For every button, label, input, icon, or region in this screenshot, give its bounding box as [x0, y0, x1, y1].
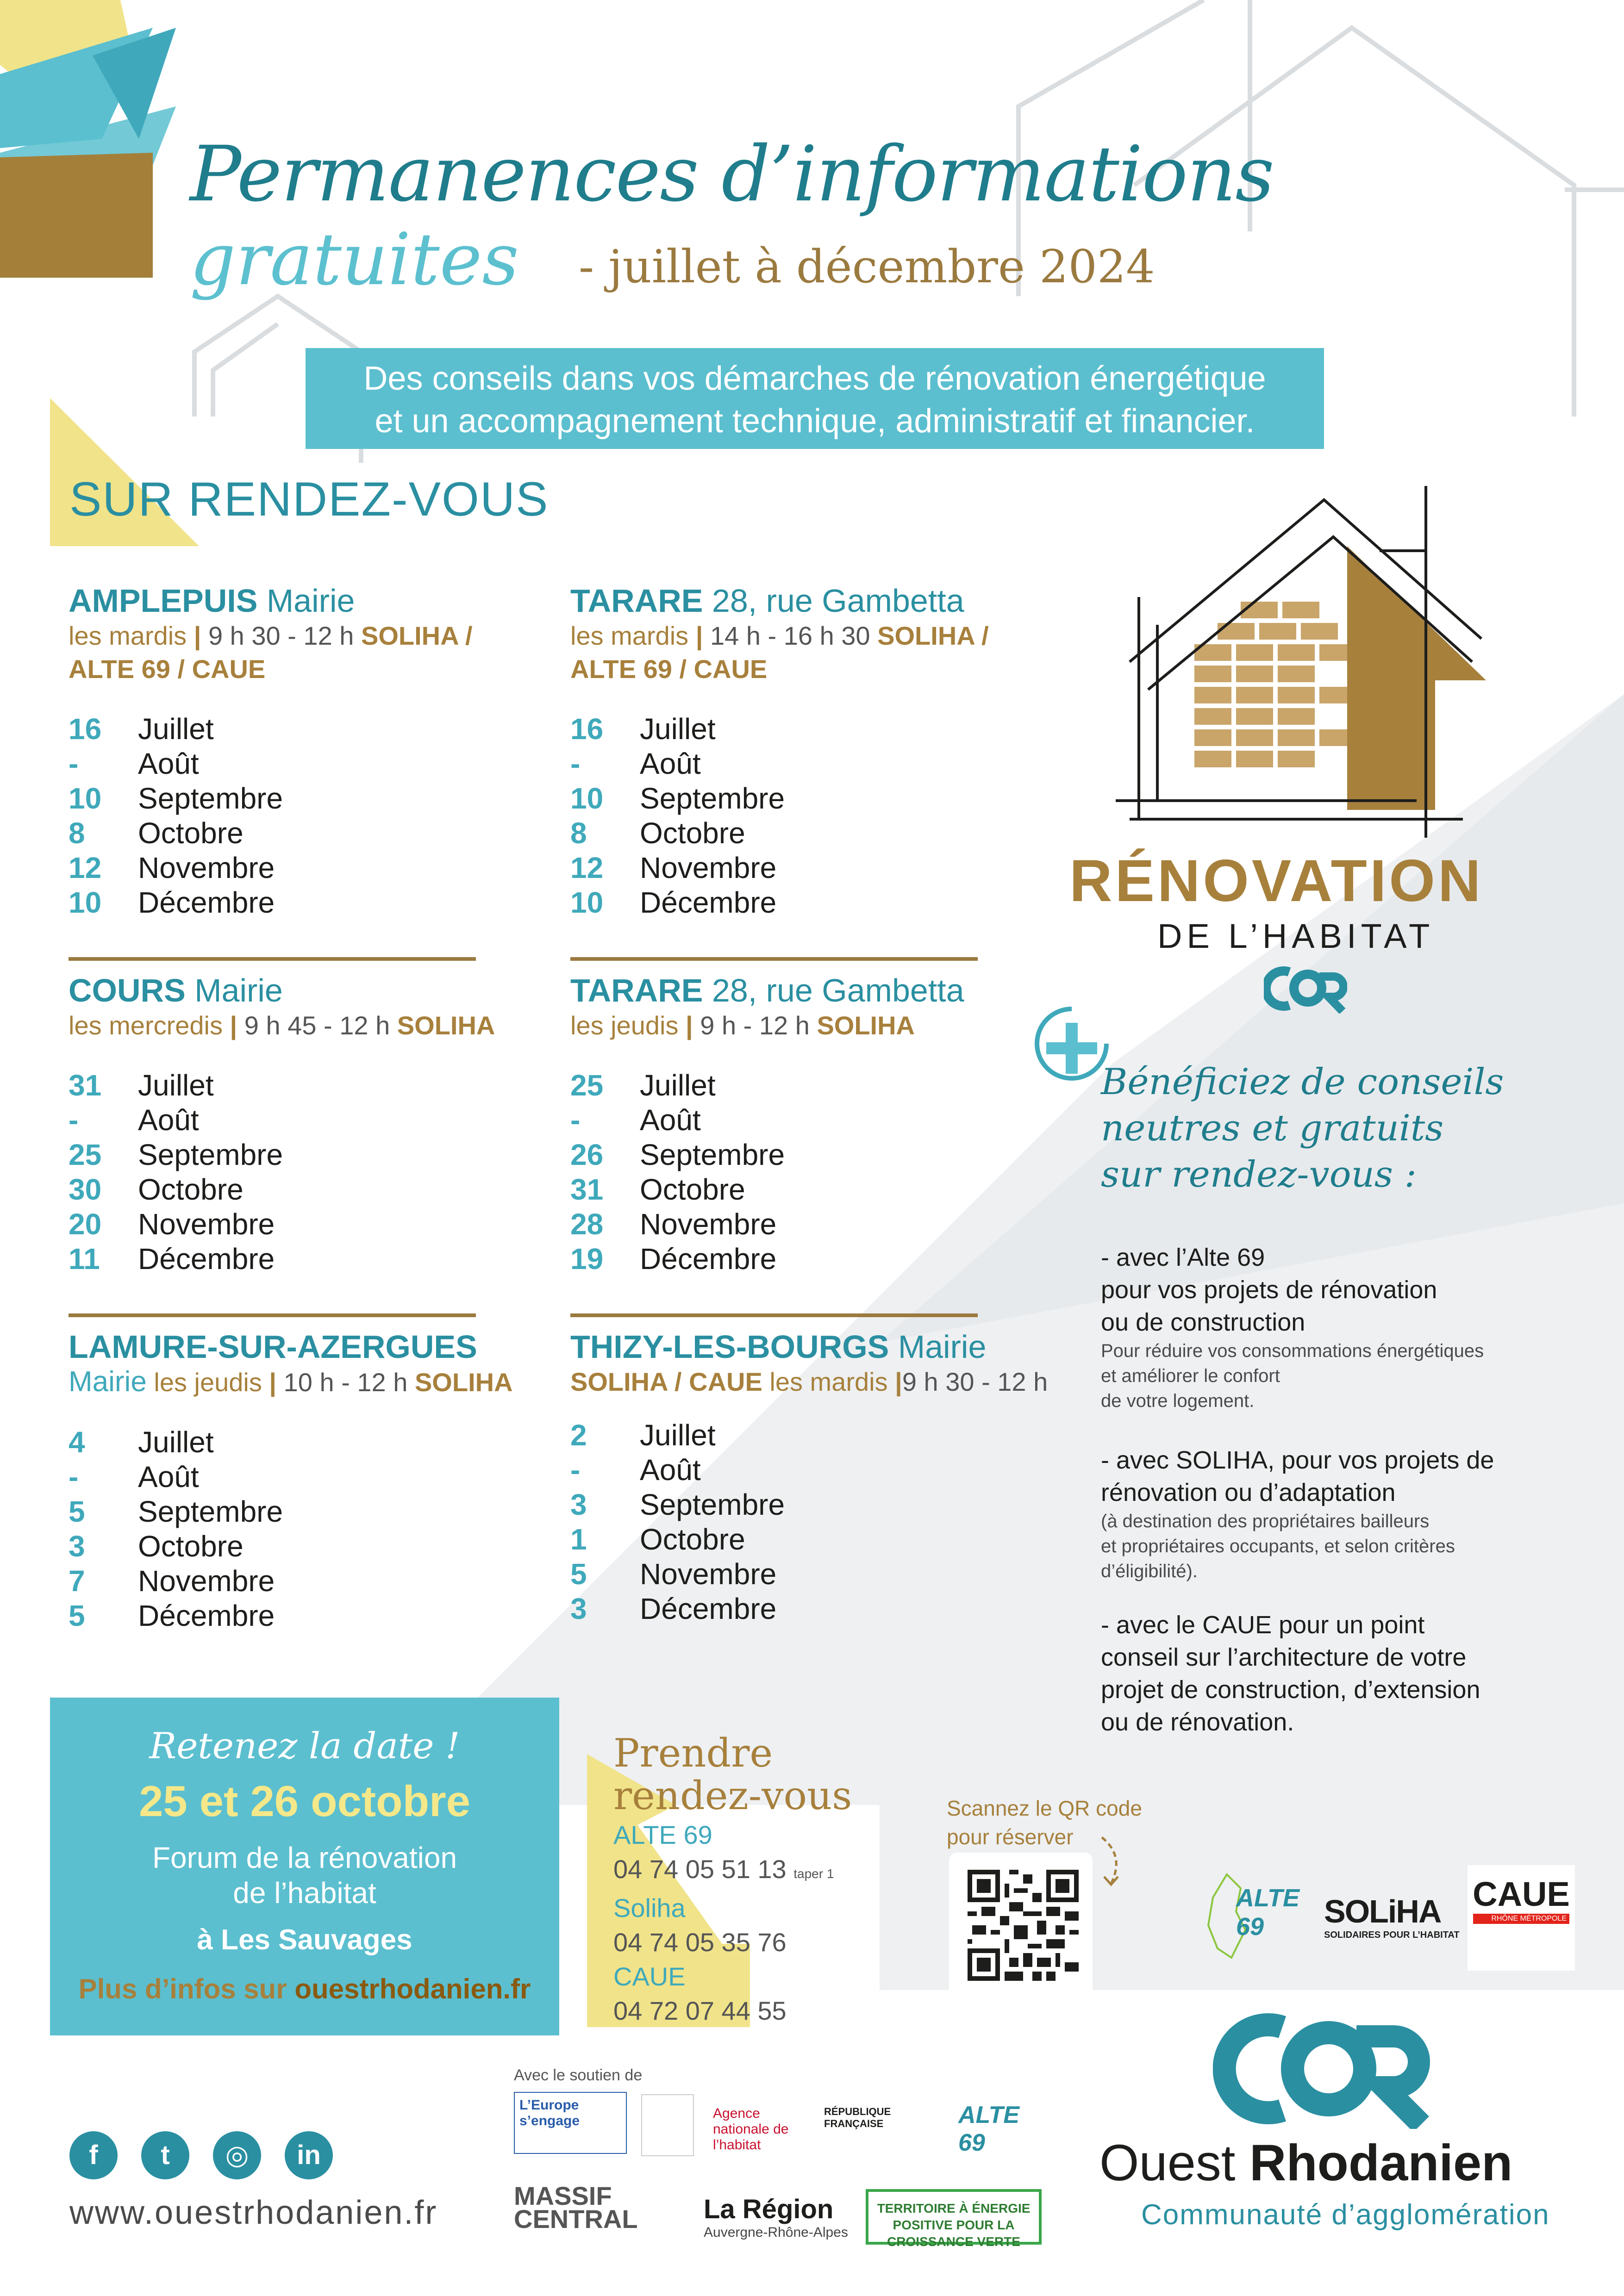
separator	[570, 1313, 978, 1317]
anah-text: Agence nationale de l’habitat	[713, 2106, 789, 2153]
date-month: Décembre	[138, 886, 275, 919]
subtitle-line-2: et un accompagnement technique, administratif et financier.	[375, 403, 1255, 440]
date-month: Octobre	[640, 816, 745, 850]
benefits-line-2: neutres et gratuits	[1101, 1108, 1444, 1149]
venue-name: TARARE	[570, 583, 703, 619]
date-row	[570, 1138, 1056, 1172]
venue-location: Mairie	[194, 972, 283, 1008]
date-day: 8	[570, 816, 587, 850]
venue-days: les mardis	[570, 621, 689, 650]
date-day: -	[69, 1103, 79, 1137]
benefits-line-3: sur rendez-vous :	[1101, 1154, 1417, 1195]
venue-dates	[69, 1068, 555, 1276]
venue-orgs: SOLIHA	[817, 1011, 915, 1040]
europe-text: L’Europe s’engage	[519, 2097, 580, 2128]
region-logo	[667, 2194, 852, 2240]
date-row	[570, 747, 1056, 781]
renovation-title: RÉNOVATION	[1069, 848, 1484, 914]
contact-alte-phone[interactable]: 04 74 05 51 13	[613, 1854, 787, 1884]
date-row	[69, 712, 555, 747]
soliha-text: SOLiHA	[1324, 1893, 1441, 1929]
date-month: Août	[138, 747, 199, 780]
date-month: Octobre	[138, 1530, 244, 1563]
date-month: Novembre	[640, 851, 777, 884]
info-alte	[1101, 1241, 1564, 1413]
venue-title	[69, 973, 555, 1008]
info-note: et améliorer le confort	[1101, 1366, 1280, 1386]
venue-location: 28, rue Gambetta	[712, 583, 964, 619]
support-label: Avec le soutien de	[514, 2066, 643, 2084]
date-row	[570, 1522, 1056, 1557]
anah-logo	[713, 2106, 792, 2153]
date-row	[570, 1557, 1056, 1592]
date-row	[570, 1487, 1056, 1522]
cor-name-bold: Rhodanien	[1249, 2134, 1513, 2191]
cor-small-logo-icon	[1264, 963, 1347, 1014]
date-row	[570, 781, 1056, 816]
venue-tarare-jeudis	[570, 973, 1056, 1276]
date-day: 5	[69, 1495, 85, 1528]
venue-days: les mardis	[69, 621, 187, 650]
renovation-house-icon	[1102, 486, 1491, 838]
alte69-small-logo	[931, 2092, 1042, 2156]
venue-name: AMPLEPUIS	[69, 583, 258, 619]
date-day: -	[570, 747, 581, 780]
date-month: Novembre	[138, 1207, 275, 1241]
twitter-icon[interactable]: t	[141, 2131, 189, 2179]
page-title: Permanences d’informations	[190, 130, 1274, 218]
date-day: 5	[570, 1557, 587, 1591]
date-row	[69, 851, 555, 885]
date-row	[69, 1242, 555, 1276]
soliha-sub: SOLIDAIRES POUR L’HABITAT	[1324, 1930, 1460, 1940]
date-row	[570, 1068, 1056, 1103]
date-month: Décembre	[138, 1599, 275, 1632]
date-day: 3	[69, 1530, 85, 1563]
info-note: d’éligibilité).	[1101, 1561, 1198, 1581]
forum-retenez: Retenez la date !	[149, 1725, 460, 1767]
venue-days: les mardis	[769, 1367, 888, 1396]
plus-icon	[1032, 1004, 1111, 1083]
date-row	[69, 1494, 555, 1529]
date-month: Août	[138, 1460, 199, 1493]
separator	[69, 957, 476, 961]
info-note: de votre logement.	[1101, 1391, 1255, 1411]
date-row	[570, 851, 1056, 885]
date-day: 11	[69, 1242, 100, 1276]
linkedin-icon[interactable]: in	[285, 2131, 333, 2179]
contact-soliha-phone[interactable]: 04 74 05 35 76	[613, 1928, 787, 1957]
venue-time: 14 h - 16 h 30	[710, 621, 870, 650]
alte69-logo	[1199, 1870, 1319, 1967]
venue-amplepuis	[69, 583, 555, 920]
rdv-heading: SUR RENDEZ-VOUS	[69, 473, 549, 526]
soliha-logo	[1324, 1893, 1472, 1941]
venue-location: Mairie	[266, 583, 355, 619]
venue-schedule: les jeudis | 9 h - 12 h SOLIHA	[570, 1011, 915, 1040]
alte69-text: ALTE 69	[1236, 1884, 1299, 1941]
date-day: 7	[69, 1564, 85, 1598]
date-day: 19	[570, 1242, 604, 1276]
venue-dates	[69, 1425, 555, 1633]
date-month: Septembre	[138, 1495, 283, 1528]
date-day: 25	[570, 1069, 604, 1102]
date-month: Décembre	[640, 1592, 777, 1625]
date-day: 25	[69, 1138, 102, 1171]
venue-location: 28, rue Gambetta	[712, 972, 964, 1008]
venue-orgs-2: ALTE 69 / CAUE	[570, 654, 768, 684]
caue-logo	[1468, 1865, 1575, 1971]
date-month: Juillet	[138, 1069, 214, 1102]
benefits-heading	[1101, 1059, 1504, 1198]
venue-cours	[69, 973, 555, 1276]
contact-alte-note: taper 1	[793, 1867, 834, 1881]
caue-sub: RHÔNE MÉTROPOLE	[1473, 1914, 1569, 1924]
website-link[interactable]: www.ouestrhodanien.fr	[69, 2194, 438, 2231]
qr-code-icon[interactable]	[968, 1870, 1079, 1981]
venue-orgs: SOLIHA	[414, 1368, 513, 1397]
venue-schedule: SOLIHA / CAUE les mardis |9 h 30 - 12 h	[570, 1367, 1048, 1396]
venue-time: 9 h 30 - 12 h	[902, 1367, 1048, 1396]
date-row	[570, 1103, 1056, 1138]
caue-text: CAUE	[1473, 1875, 1570, 1913]
date-day: 8	[69, 816, 85, 850]
date-row	[570, 1207, 1056, 1242]
date-month: Août	[640, 747, 701, 780]
contact-title-line-1: Prendre	[613, 1730, 773, 1776]
venue-time: 9 h 30 - 12 h	[208, 621, 354, 650]
date-row	[69, 781, 555, 816]
venue-name: LAMURE-SUR-AZERGUES	[69, 1329, 477, 1365]
info-line: rénovation ou d’adaptation	[1101, 1479, 1396, 1506]
date-row	[570, 1453, 1056, 1487]
date-row	[69, 816, 555, 851]
date-day: 2	[570, 1419, 587, 1452]
date-day: 12	[69, 851, 102, 884]
info-line: pour vos projets de rénovation	[1101, 1276, 1437, 1304]
venue-schedule: Mairie les jeudis | 10 h - 12 h SOLIHA	[69, 1366, 513, 1398]
region-sub: Auvergne-Rhône-Alpes	[704, 2225, 848, 2240]
date-month: Novembre	[640, 1557, 777, 1591]
venue-orgs: SOLIHA /	[361, 621, 473, 650]
venue-dates	[570, 712, 1056, 920]
info-note: Pour réduire vos consommations énergétiques	[1101, 1341, 1484, 1361]
venue-time: 10 h - 12 h	[283, 1368, 408, 1397]
venue-time: 9 h - 12 h	[700, 1011, 810, 1040]
info-line: projet de construction, d’extension	[1101, 1676, 1480, 1704]
europe-logo	[514, 2092, 627, 2154]
date-month: Décembre	[640, 1242, 777, 1276]
date-day: 31	[69, 1069, 102, 1102]
date-month: Septembre	[138, 1138, 283, 1171]
date-row	[69, 1599, 555, 1633]
date-month: Août	[640, 1103, 701, 1137]
date-day: 10	[570, 886, 604, 919]
forum-dates: 25 et 26 octobre	[139, 1777, 470, 1825]
date-day: -	[69, 1460, 79, 1493]
date-row	[69, 747, 555, 781]
date-day: 1	[570, 1523, 587, 1556]
info-line: - avec l’Alte 69	[1101, 1244, 1265, 1271]
venue-title	[69, 583, 555, 618]
date-row	[69, 1138, 555, 1172]
venue-thizy	[570, 1329, 1056, 1626]
venue-lamure	[69, 1329, 555, 1633]
venue-dates	[570, 1418, 1056, 1626]
forum-more-info	[50, 1973, 559, 2005]
info-line: ou de construction	[1101, 1308, 1305, 1336]
date-row	[69, 1172, 555, 1207]
date-row	[570, 1172, 1056, 1207]
forum-more-prefix: Plus d’infos sur	[78, 1973, 295, 2004]
arrow-icon	[1097, 1833, 1134, 1888]
date-month: Octobre	[640, 1523, 745, 1556]
benefits-line-1: Bénéficiez de conseils	[1101, 1061, 1504, 1103]
qr-label-line-1: Scannez le QR code	[947, 1796, 1142, 1820]
venue-dates	[69, 712, 555, 920]
date-month: Octobre	[138, 816, 244, 850]
date-day: 20	[69, 1207, 102, 1241]
renovation-subtitle: DE L’HABITAT	[1157, 917, 1435, 955]
date-day: -	[69, 747, 79, 780]
date-month: Octobre	[640, 1173, 745, 1206]
venue-title	[570, 973, 1056, 1008]
massif-central-logo: MASSIF CENTRAL	[514, 2181, 638, 2234]
info-note: et propriétaires occupants, et selon critères	[1101, 1536, 1455, 1556]
tepcv-logo: TERRITOIRE À ÉNERGIE POSITIVE POUR LA CROISSANCE VERTE	[866, 2189, 1042, 2245]
venue-name: TARARE	[570, 972, 703, 1008]
venue-schedule: les mardis | 9 h 30 - 12 h SOLIHA / ALTE 69 / CAUE	[69, 621, 473, 684]
date-month: Octobre	[138, 1173, 244, 1206]
date-row	[69, 1068, 555, 1103]
date-day: 5	[69, 1599, 85, 1632]
date-month: Juillet	[640, 1419, 716, 1452]
date-month: Août	[138, 1103, 199, 1137]
date-month: Septembre	[640, 782, 785, 815]
venue-orgs: SOLIHA /	[877, 621, 989, 650]
venue-title	[570, 583, 1056, 618]
forum-name-line-1: Forum de la rénovation	[152, 1841, 457, 1874]
venue-days: les jeudis	[154, 1368, 262, 1397]
date-day: 4	[69, 1425, 85, 1459]
venue-location: Mairie	[898, 1329, 987, 1365]
date-day: 31	[570, 1173, 604, 1206]
date-row	[570, 885, 1056, 920]
info-line: - avec SOLIHA, pour vos projets de	[1101, 1446, 1494, 1474]
date-row	[570, 816, 1056, 851]
date-month: Juillet	[138, 1425, 214, 1459]
contact-alte-row	[613, 1852, 834, 1891]
venue-schedule: les mercredis | 9 h 45 - 12 h SOLIHA	[69, 1011, 495, 1040]
page-title-dates: - juillet à décembre 2024	[579, 241, 1155, 293]
subtitle-line-1: Des conseils dans vos démarches de rénovation énergétique	[363, 360, 1266, 397]
info-note: (à destination des propriétaires bailleurs	[1101, 1511, 1430, 1531]
date-row	[69, 1460, 555, 1494]
info-caue	[1101, 1609, 1564, 1738]
ouest-rhodanien-logo-icon	[1213, 2009, 1444, 2129]
venue-dates	[570, 1068, 1056, 1276]
prefecture-logo-icon	[641, 2094, 694, 2156]
date-day: 10	[69, 782, 102, 815]
date-day: 10	[69, 886, 102, 919]
date-row	[570, 712, 1056, 747]
cor-subtitle: Communauté d’agglomération	[1141, 2199, 1550, 2231]
subtitle-banner	[306, 348, 1324, 449]
venue-orgs: SOLIHA	[397, 1011, 495, 1040]
date-row	[69, 1564, 555, 1599]
venue-title	[570, 1329, 1056, 1364]
date-month: Novembre	[640, 1207, 777, 1241]
venue-time: 9 h 45 - 12 h	[244, 1011, 390, 1040]
forum-place: à Les Sauvages	[197, 1924, 412, 1956]
date-day: 16	[570, 712, 604, 746]
republique-logo	[824, 2092, 917, 2152]
date-row	[69, 1529, 555, 1564]
date-row	[570, 1242, 1056, 1276]
republique-text: RÉPUBLIQUE FRANÇAISE	[824, 2106, 891, 2129]
forum-link[interactable]: ouestrhodanien.fr	[294, 1973, 531, 2004]
cor-name-light: Ouest	[1099, 2134, 1250, 2191]
contact-caue-label: CAUE	[613, 1962, 686, 1991]
cor-name	[1099, 2134, 1512, 2192]
venue-tarare-mardis	[570, 583, 1056, 920]
separator	[570, 957, 978, 961]
date-day: 26	[570, 1138, 604, 1171]
venue-title	[69, 1329, 555, 1364]
contact-caue-phone[interactable]: 04 72 07 44 55	[613, 1996, 787, 2025]
contact-title	[613, 1732, 852, 1817]
contact-title-line-2: rendez-vous	[613, 1773, 852, 1818]
venue-name: COURS	[69, 972, 186, 1008]
date-month: Décembre	[640, 886, 777, 919]
alte69-small-text: ALTE 69	[958, 2102, 1019, 2156]
date-month: Juillet	[640, 1069, 716, 1102]
date-row	[570, 1592, 1056, 1626]
date-month: Novembre	[138, 1564, 275, 1598]
facebook-icon[interactable]: f	[69, 2131, 118, 2179]
forum-name-line-2: de l’habitat	[233, 1876, 376, 1910]
info-line: conseil sur l’architecture de votre	[1101, 1643, 1467, 1671]
region-text: La Région	[704, 2194, 834, 2224]
date-day: 10	[570, 782, 604, 815]
date-month: Août	[640, 1453, 701, 1487]
date-month: Septembre	[640, 1488, 785, 1521]
date-row	[69, 1425, 555, 1460]
date-day: 30	[69, 1173, 102, 1206]
date-day: 16	[69, 712, 102, 746]
info-soliha	[1101, 1444, 1564, 1584]
qr-label-line-2: pour réserver	[947, 1825, 1074, 1849]
separator	[69, 1313, 476, 1317]
instagram-icon[interactable]: ◎	[213, 2131, 261, 2179]
page-title-gratuites: gratuites	[190, 218, 519, 301]
contact-alte-label: ALTE 69	[613, 1820, 712, 1849]
venue-orgs: SOLIHA / CAUE	[570, 1367, 762, 1396]
date-month: Septembre	[138, 782, 283, 815]
venue-days: les jeudis	[570, 1011, 679, 1040]
info-line: ou de rénovation.	[1101, 1708, 1294, 1736]
date-day: 12	[570, 851, 604, 884]
date-day: -	[570, 1453, 581, 1487]
date-row	[69, 885, 555, 920]
date-month: Juillet	[138, 712, 214, 746]
forum-box	[50, 1698, 559, 2035]
date-month: Décembre	[138, 1242, 275, 1276]
info-line: - avec le CAUE pour un point	[1101, 1611, 1425, 1639]
date-row	[570, 1418, 1056, 1453]
venue-location: Mairie	[69, 1366, 147, 1398]
date-day: -	[570, 1103, 581, 1137]
contact-list	[613, 1818, 834, 2028]
contact-soliha-label: Soliha	[613, 1893, 686, 1923]
venue-orgs-2: ALTE 69 / CAUE	[69, 654, 266, 684]
venue-schedule: les mardis | 14 h - 16 h 30 SOLIHA / ALTE 69 / CAUE	[570, 621, 989, 684]
forum-name	[50, 1840, 559, 1910]
date-month: Septembre	[640, 1138, 785, 1171]
date-row	[69, 1103, 555, 1138]
date-row	[69, 1207, 555, 1242]
venue-days: les mercredis	[69, 1011, 223, 1040]
date-day: 3	[570, 1488, 587, 1521]
venue-name: THIZY-LES-BOURGS	[570, 1329, 889, 1365]
date-day: 3	[570, 1592, 587, 1625]
date-month: Novembre	[138, 851, 275, 884]
date-day: 28	[570, 1207, 604, 1241]
date-month: Juillet	[640, 712, 716, 746]
